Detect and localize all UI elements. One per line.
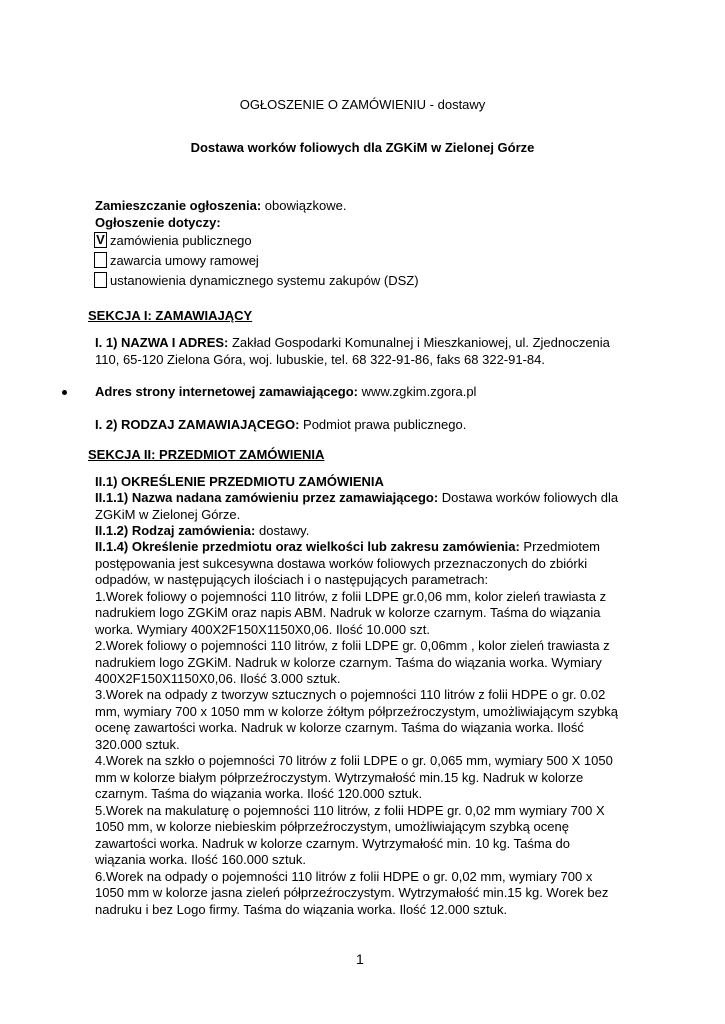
order-name-line1: [95, 489, 618, 506]
checkbox-dsz[interactable]: [94, 272, 107, 288]
contractor-type-line: [95, 416, 466, 433]
section2-heading: SEKCJA II: PRZEDMIOT ZAMÓWIENIA: [88, 447, 325, 462]
checkbox-public-order[interactable]: V: [94, 232, 107, 248]
scope-line: 400X2F150X1150X0,06. Ilość 3.000 sztuk.: [95, 671, 341, 686]
order-name-line2: ZGKiM w Zielonej Górze.: [95, 507, 241, 522]
contractor-type-label: I. 2) RODZAJ ZAMAWIAJĄCEGO:: [95, 417, 300, 432]
scope-line: 1.Worek foliowy o pojemności 110 litrów, z folii LDPE gr.0,06 mm, kolor zieleń trawiasta z: [95, 589, 607, 604]
contractor-name-value: Zakład Gospodarki Komunalnej i Mieszkaniowej, ul. Zjednoczenia: [228, 335, 610, 350]
scope-line: mm w kolorze białym półprzeźroczystym. Wytrzymałość min.15 kg. Nadruk w kolorze: [95, 770, 584, 785]
section1-heading: SEKCJA I: ZAMAWIAJĄCY: [88, 308, 253, 323]
scope-line: 1050 mm, w kolorze niebieskim półprzeźroczystym, umożliwiającym szybką ocenę: [95, 819, 569, 834]
contractor-name-line1: [95, 334, 610, 351]
order-kind-value: dostawy.: [255, 523, 310, 538]
document-title: OGŁOSZENIE O ZAMÓWIENIU - dostawy: [239, 97, 486, 112]
option-label-public-order: zamówienia publicznego: [110, 233, 252, 248]
scope-line: nadrukiem logo ZGKiM oraz napis ABM. Nadruk w kolorze czarnym. Taśma do wiązania: [95, 605, 601, 620]
page-number: 1: [356, 951, 364, 967]
scope-line: zawartości worka. Nadruk w kolorze czarnym. Wytrzymałość min. 10 kg. Taśma do: [95, 836, 571, 851]
placement-value: obowiązkowe.: [261, 198, 347, 213]
concerns-label: Ogłoszenie dotyczy:: [95, 215, 221, 230]
section2-subheading: II.1) OKREŚLENIE PRZEDMIOTU ZAMÓWIENIA: [95, 474, 384, 489]
order-name-value: Dostawa worków foliowych dla: [438, 490, 619, 505]
placement-label: Zamieszczanie ogłoszenia:: [95, 198, 262, 213]
checkbox-framework-agreement[interactable]: [94, 252, 107, 268]
scope-line: nadrukiem logo ZGKiM. Nadruk w kolorze czarnym. Taśma do wiązania worka. Wymiary: [95, 655, 602, 670]
document-subtitle: Dostawa worków foliowych dla ZGKiM w Zielonej Górze: [190, 140, 535, 155]
order-name-label: II.1.1) Nazwa nadana zamówieniu przez zamawiającego:: [95, 490, 439, 505]
bullet-icon: [62, 390, 67, 395]
scope-line: 5.Worek na makulaturę o pojemności 110 litrów, z folii HDPE gr. 0,02 mm wymiary 700 X: [95, 803, 605, 818]
scope-line: odpadów, w następujących ilościach i o następujących parametrach:: [95, 572, 489, 587]
scope-line: 6.Worek na odpady o pojemności 110 litrów z folii HDPE o gr. 0,02 mm, wymiary 700 x: [95, 869, 593, 884]
scope-line: 1050 mm w kolorze jasna zieleń półprzeźroczystym. Wytrzymałość min.15 kg. Worek bez: [95, 885, 609, 900]
placement-line: [95, 197, 346, 214]
option-label-framework-agreement: zawarcia umowy ramowej: [110, 253, 259, 268]
order-kind-label: II.1.2) Rodzaj zamówienia:: [95, 523, 256, 538]
order-scope-label: II.1.4) Określenie przedmiotu oraz wielkości lub zakresu zamówienia:: [95, 539, 520, 554]
order-scope-value: Przedmiotem: [519, 539, 601, 554]
order-kind-line: [95, 522, 309, 539]
contractor-name-line2: 110, 65-120 Zielona Góra, woj. lubuskie, tel. 68 322-91-86, faks 68 322-91-84.: [95, 352, 545, 367]
scope-line: postępowania jest sukcesywna dostawa worków foliowych przeznaczonych do zbiórki: [95, 556, 588, 571]
website-line: [95, 383, 476, 400]
option-label-dsz: ustanowienia dynamicznego systemu zakupów (DSZ): [110, 273, 419, 288]
scope-line: 2.Worek foliowy o pojemności 110 litrów, z folii LDPE gr. 0,06mm , kolor zieleń trawiasta z: [95, 638, 610, 653]
website-label: Adres strony internetowej zamawiającego:: [95, 384, 358, 399]
contractor-name-label: I. 1) NAZWA I ADRES:: [95, 335, 229, 350]
website-value: www.zgkim.zgora.pl: [357, 384, 477, 399]
scope-line: czarnym. Taśma do wiązania worka. Ilość 120.000 sztuk.: [95, 786, 423, 801]
scope-line: 4.Worek na szkło o pojemności 70 litrów z folii LDPE o gr. 0,065 mm, wymiary 500 X 1050: [95, 753, 613, 768]
scope-line: worka. Wymiary 400X2F150X1150X0,06. Ilość 10.000 szt.: [95, 622, 430, 637]
contractor-type-value: Podmiot prawa publicznego.: [299, 417, 467, 432]
scope-line: wiązania worka. Ilość 160.000 sztuk.: [95, 852, 306, 867]
scope-line: ocenę zawartości worka. Nadruk w kolorze czarnym. Taśma do wiązania worka. Ilość: [95, 720, 584, 735]
scope-line: 320.000 sztuk.: [95, 737, 180, 752]
scope-line: nadruku i bez Logo firmy. Taśma do wiązania worka. Ilość 12.000 sztuk.: [95, 902, 508, 917]
scope-line: 3.Worek na odpady z tworzyw sztucznych o pojemności 110 litrów z folii HDPE o gr. 0.02: [95, 687, 606, 702]
scope-line: mm, wymiary 700 x 1050 mm w kolorze żółtym półprzeźroczystym, umożliwiającym szybką: [95, 704, 619, 719]
order-scope-line: [95, 538, 600, 555]
